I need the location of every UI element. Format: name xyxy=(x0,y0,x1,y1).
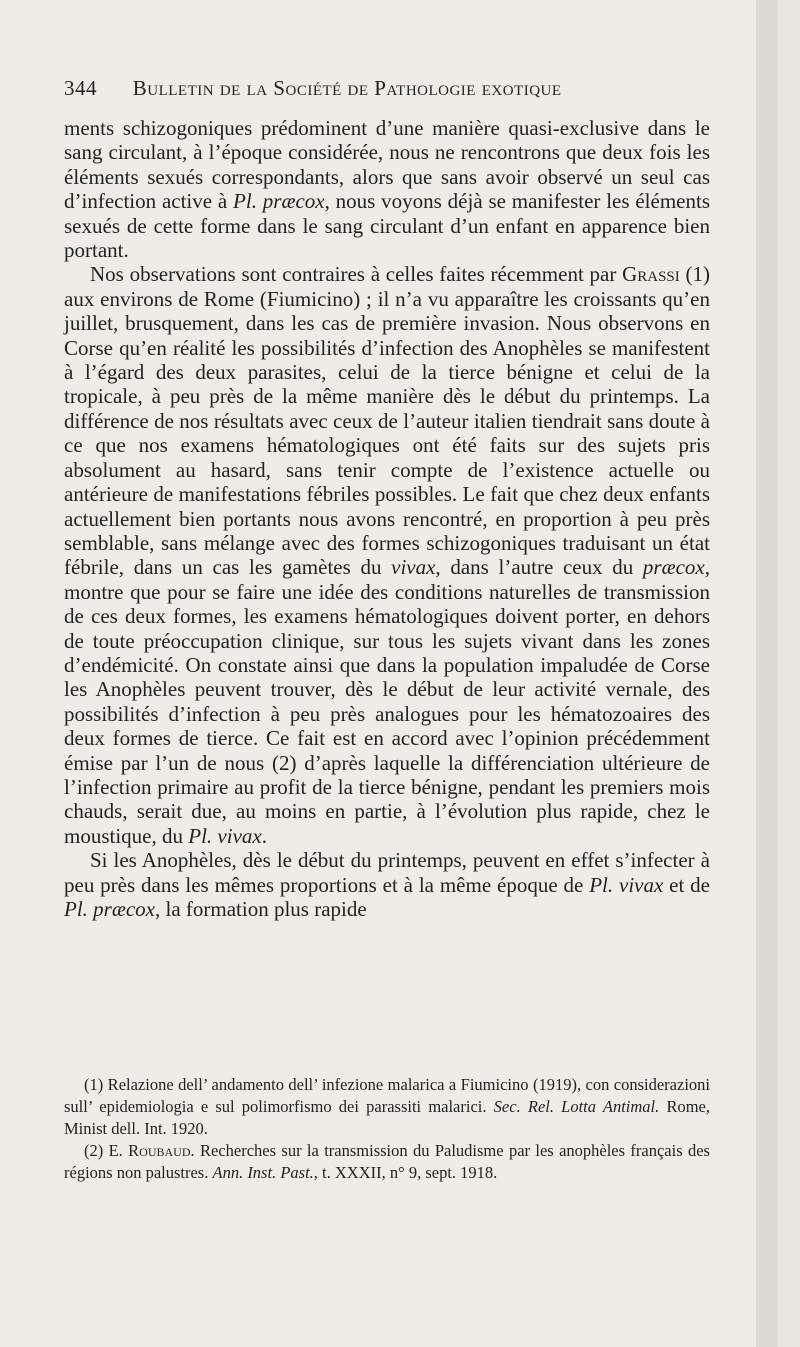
footnotes xyxy=(64,1074,710,1184)
page-number: 344 xyxy=(64,76,97,100)
page-edge xyxy=(756,0,778,1347)
footnote-1: (1) Relazione dell’ andamento dell’ infezione malarica a Fiumicino (1919), con considerazioni sull’ epidemiologia e sul polimorfismo dei parassiti malarici. Sec. Rel. Lotta Antimal. Rome, Minist dell. Int. 1920. xyxy=(64,1075,710,1138)
footnote-2: (2) E. Roubaud. Recherches sur la transmission du Paludisme par les anophèles français des régions non palustres. Ann. Inst. Past., t. XXXII, n° 9, sept. 1918. xyxy=(64,1141,710,1182)
running-header xyxy=(64,76,714,101)
paragraph-2: Nos observations sont contraires à celles faites récemment par Grassi (1) aux environs de Rome (Fiumicino) ; il n’a vu apparaître les croissants qu’en juillet, brusquement, dans les cas de première invasion. Nous observons en Corse qu’en réalité les possibilités d’infection des Anophèles se manifestent à l’égard des deux parasites, celui de la tierce bénigne et celui de la tropicale, à peu près de la même manière dès le début du printemps. La différence de nos résultats avec ceux de l’auteur italien tiendrait sans doute à ce que nos examens hématologiques ont été faits sur des sujets pris absolument au hasard, sans tenir compte de l’existence actuelle ou antérieure de manifestations fébriles possibles. Le fait que chez deux enfants actuellement bien portants nous avons rencontré, en proportion à peu près semblable, sans mélange avec des formes schizogoniques traduisant un état fébrile, dans un cas les gamètes du vivax, dans l’autre ceux du præcox, montre que pour se faire une idée des conditions naturelles de transmission de ces deux formes, les examens hématologiques doivent porter, en dehors de toute préoccupation clinique, sur tous les sujets vivant dans les zones d’endémicité. On constate ainsi que dans la population impaludée de Corse les Anophèles peuvent trouver, dès le début de leur activité vernale, des possibilités d’infection à peu près analogues pour les hématozoaires des deux formes de tierce. Ce fait est en accord avec l’opinion précédemment émise par l’un de nous (2) d’après laquelle la différenciation ultérieure de l’infection primaire au profit de la tierce bénigne, pendant les premiers mois chauds, serait due, au moins en partie, à l’évolution plus rapide, chez le moustique, du Pl. vivax. xyxy=(64,262,710,848)
paragraph-3: Si les Anophèles, dès le début du printemps, peuvent en effet s’infecter à peu près dans les mêmes proportions et à la même époque de Pl. vivax et de Pl. præcox, la formation plus rapide xyxy=(64,848,711,921)
paragraph-1: ments schizogoniques prédominent d’une manière quasi-exclusive dans le sang circulant, à l’époque considérée, nous ne rencontrons que deux fois les éléments sexués correspondants, alors que sans avoir observé un seul cas d’infection active à Pl. præcox, nous voyons déjà se manifester les éléments sexués de cette forme dans le sang circulant d’un enfant en apparence bien portant. xyxy=(64,116,711,263)
body-text xyxy=(64,116,710,921)
running-title: Bulletin de la Société de Pathologie exotique xyxy=(132,76,562,100)
